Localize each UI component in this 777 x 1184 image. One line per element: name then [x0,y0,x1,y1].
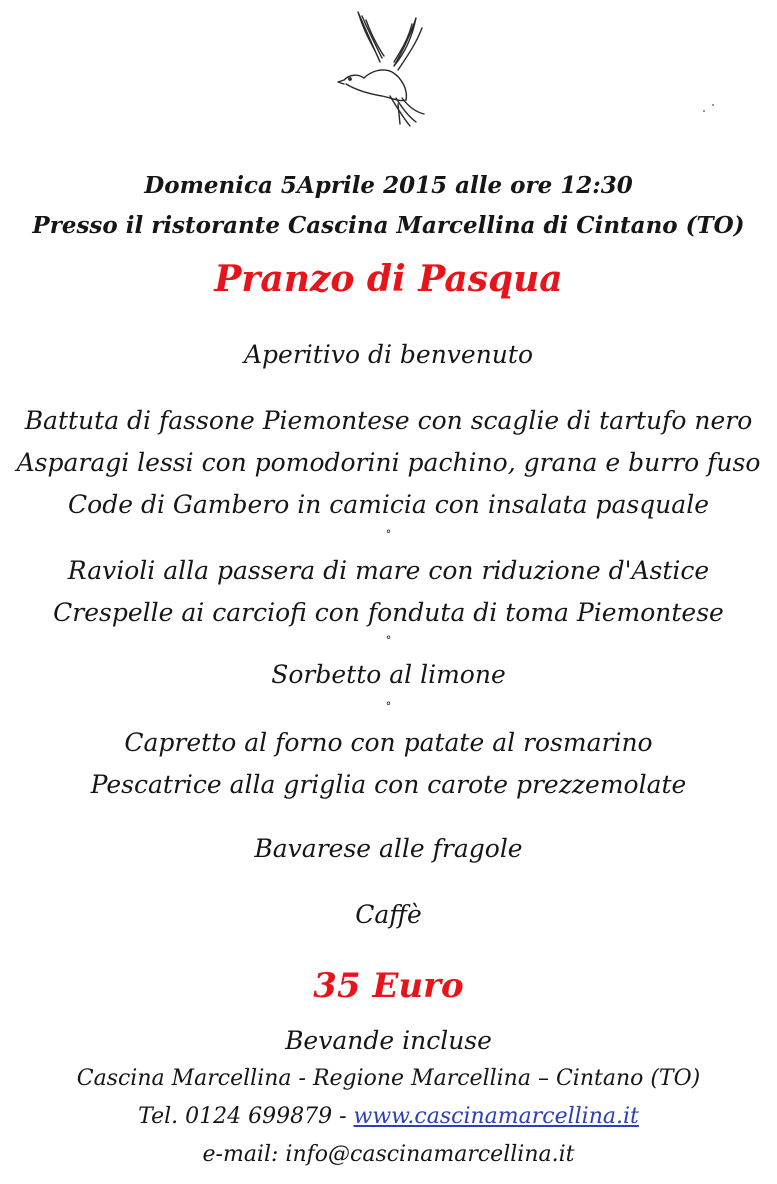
course-separator: ° [385,634,392,647]
menu-item-dessert: Bavarese alle fragole [254,834,523,863]
footer-phone: Tel. 0124 699879 - [138,1104,354,1129]
website-link[interactable]: www.cascinamarcellina.it [353,1104,639,1129]
menu-item-secondo-2: Pescatrice alla griglia con carote prezzemolate [90,770,687,799]
footer-email: e-mail: info@cascinamarcellina.it [202,1142,575,1167]
course-separator: ° [385,700,392,713]
menu-item-secondo-1: Capretto al forno con patate al rosmarino [124,728,653,757]
footer-contact [0,1104,777,1129]
menu-item-antipasto-1: Battuta di fassone Piemontese con scaglie di tartufo nero [24,406,753,435]
footer-address: Cascina Marcellina - Regione Marcellina – Cintano (TO) [76,1066,701,1091]
menu-item-coffee: Caffè [355,900,422,929]
menu-item-antipasto-2: Asparagi lessi con pomodorini pachino, grana e burro fuso [16,448,761,477]
menu-item-primo-1: Ravioli alla passera di mare con riduzione d'Astice [67,556,710,585]
scan-speck [712,104,714,106]
event-venue: Presso il ristorante Cascina Marcellina di Cintano (TO) [32,212,745,239]
event-date: Domenica 5Aprile 2015 alle ore 12:30 [144,172,633,199]
scan-speck [703,110,705,112]
course-separator: ° [385,528,392,541]
drinks-note: Bevande incluse [285,1026,492,1055]
menu-welcome: Aperitivo di benvenuto [243,340,534,369]
dove-icon [336,8,436,132]
menu-item-primo-2: Crespelle ai carciofi con fonduta di toma Piemontese [53,598,724,627]
page-title: Pranzo di Pasqua [214,258,563,300]
price: 35 Euro [313,966,464,1006]
menu-item-sorbet: Sorbetto al limone [271,660,506,689]
menu-item-antipasto-3: Code di Gambero in camicia con insalata pasquale [68,490,709,519]
